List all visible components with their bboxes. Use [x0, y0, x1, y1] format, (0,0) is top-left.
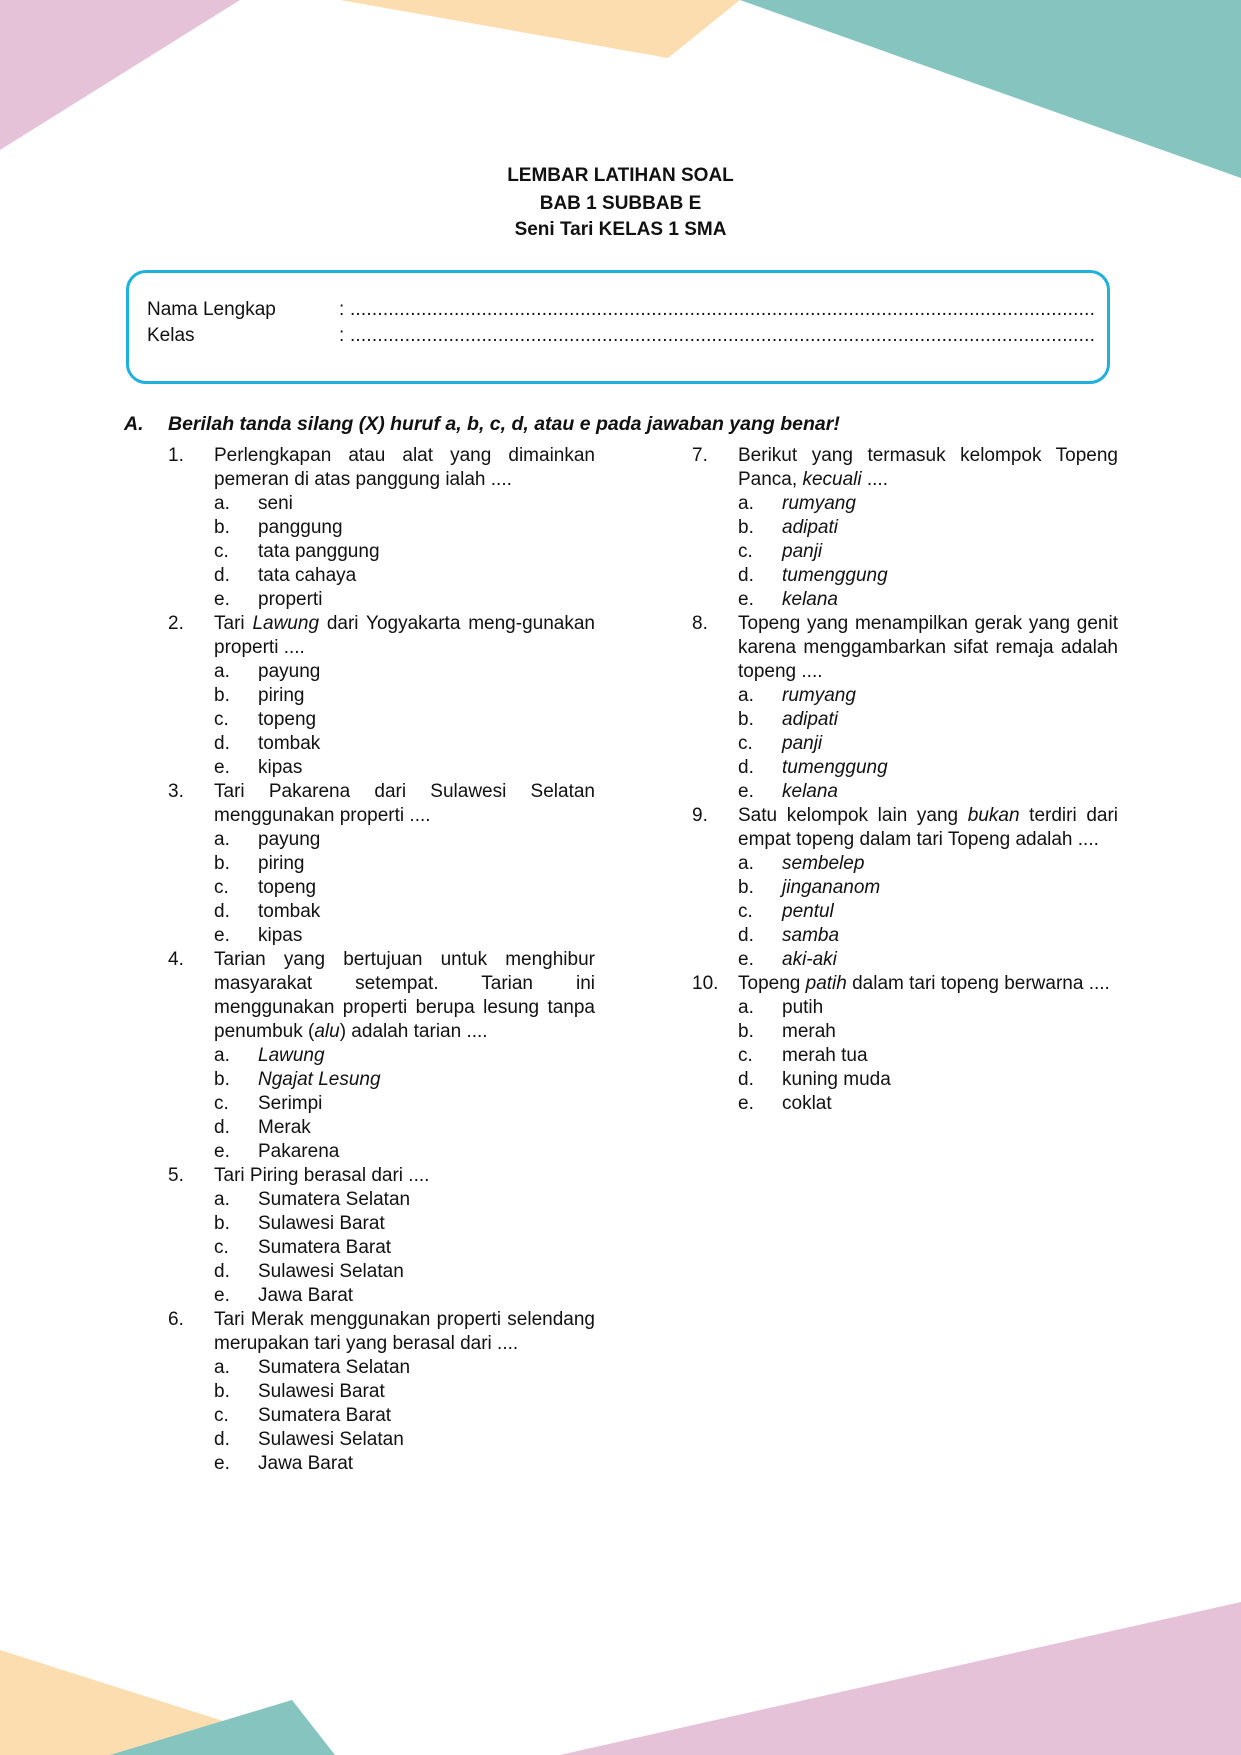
- answer-option[interactable]: a. payung: [214, 661, 321, 682]
- answer-option[interactable]: e. kelana: [738, 781, 838, 802]
- answer-option[interactable]: c. panji: [738, 541, 823, 562]
- answer-option[interactable]: e. Jawa Barat: [214, 1453, 354, 1474]
- answer-option[interactable]: b. merah: [738, 1021, 836, 1042]
- answer-option[interactable]: c. Sumatera Barat: [214, 1405, 392, 1426]
- answer-option[interactable]: e. properti: [214, 589, 323, 610]
- question-stem: Tari Piring berasal dari ....: [214, 1165, 430, 1186]
- section-letter: A.: [124, 413, 144, 435]
- class-label: Kelas: [147, 325, 195, 346]
- question-number: 8.: [692, 613, 708, 634]
- question-stem: Perlengkapan atau alat yang dimainkan pemeran di atas panggung ialah ....: [214, 445, 595, 490]
- question-stem: Tari Lawung dari Yogyakarta meng-gunakan properti ....: [214, 613, 595, 658]
- answer-option[interactable]: d. tumenggung: [738, 757, 888, 778]
- question-10: [692, 972, 1118, 1116]
- name-field[interactable]: : ........................................................................................................................................: [339, 299, 1096, 320]
- answer-option[interactable]: d. Sulawesi Selatan: [214, 1261, 404, 1282]
- answer-option[interactable]: c. pentul: [738, 901, 834, 922]
- question-9: [692, 804, 1118, 972]
- question-number: 7.: [692, 445, 708, 466]
- question-stem: Topeng patih dalam tari topeng berwarna ....: [738, 973, 1110, 994]
- answer-option[interactable]: b. Sulawesi Barat: [214, 1213, 385, 1234]
- question-stem: Tarian yang bertujuan untuk menghibur masyarakat setempat. Tarian ini menggunakan properti berupa lesung tanpa penumbuk (alu) adalah tarian ....: [214, 949, 595, 1042]
- section-a-instruction: [124, 410, 1124, 438]
- answer-option[interactable]: b. Sulawesi Barat: [214, 1381, 385, 1402]
- class-field[interactable]: : ........................................................................................................................................: [339, 325, 1096, 346]
- question-number: 5.: [168, 1165, 184, 1186]
- answer-option[interactable]: d. Merak: [214, 1117, 311, 1138]
- question-6: [168, 1308, 595, 1476]
- question-number: 4.: [168, 949, 184, 970]
- question-number: 9.: [692, 805, 708, 826]
- answer-option[interactable]: e. coklat: [738, 1093, 832, 1114]
- answer-option[interactable]: a. rumyang: [738, 493, 856, 514]
- question-number: 1.: [168, 445, 184, 466]
- answer-option[interactable]: a. sembelep: [738, 853, 865, 874]
- answer-option[interactable]: d. tata cahaya: [214, 565, 357, 586]
- question-number: 10.: [692, 973, 719, 994]
- answer-option[interactable]: e. kipas: [214, 757, 303, 778]
- answer-option[interactable]: b. piring: [214, 853, 305, 874]
- answer-option[interactable]: e. kelana: [738, 589, 838, 610]
- answer-option[interactable]: b. panggung: [214, 517, 343, 538]
- question-stem: Satu kelompok lain yang bukan terdiri dari empat topeng dalam tari Topeng adalah ....: [738, 805, 1119, 850]
- question-column-right: [692, 444, 1118, 1116]
- answer-option[interactable]: d. Sulawesi Selatan: [214, 1429, 404, 1450]
- question-number: 6.: [168, 1309, 184, 1330]
- answer-option[interactable]: c. tata panggung: [214, 541, 380, 562]
- answer-option[interactable]: e. aki-aki: [738, 949, 837, 970]
- answer-option[interactable]: b. adipati: [738, 709, 838, 730]
- answer-option[interactable]: c. merah tua: [738, 1045, 868, 1066]
- question-4: [168, 948, 595, 1164]
- answer-option[interactable]: d. samba: [738, 925, 840, 946]
- answer-option[interactable]: b. jingananom: [738, 877, 881, 898]
- answer-option[interactable]: c. panji: [738, 733, 823, 754]
- answer-option[interactable]: a. rumyang: [738, 685, 856, 706]
- answer-option[interactable]: b. Ngajat Lesung: [214, 1069, 381, 1090]
- question-number: 2.: [168, 613, 184, 634]
- question-5: [168, 1164, 595, 1308]
- question-1: [168, 444, 595, 612]
- question-8: [692, 612, 1118, 804]
- answer-option[interactable]: d. tombak: [214, 901, 321, 922]
- chapter-subtitle: BAB 1 SUBBAB E: [539, 193, 702, 214]
- answer-option[interactable]: c. Serimpi: [214, 1093, 323, 1114]
- name-label: Nama Lengkap: [147, 299, 276, 320]
- class-row: [147, 323, 1095, 349]
- question-2: [168, 612, 595, 780]
- question-7: [692, 444, 1118, 612]
- question-3: [168, 780, 595, 948]
- answer-option[interactable]: e. Pakarena: [214, 1141, 340, 1162]
- question-stem: Tari Merak menggunakan properti selendang merupakan tari yang berasal dari ....: [214, 1309, 595, 1354]
- worksheet-title: LEMBAR LATIHAN SOAL: [507, 165, 734, 186]
- question-stem: Berikut yang termasuk kelompok Topeng Panca, kecuali ....: [738, 445, 1118, 490]
- student-identity-box: [126, 270, 1110, 384]
- subject-subtitle: Seni Tari KELAS 1 SMA: [514, 219, 727, 240]
- question-column-left: [168, 444, 595, 1476]
- answer-option[interactable]: e. Jawa Barat: [214, 1285, 354, 1306]
- answer-option[interactable]: a. seni: [214, 493, 293, 514]
- question-number: 3.: [168, 781, 184, 802]
- answer-option[interactable]: b. adipati: [738, 517, 838, 538]
- answer-option[interactable]: a. Sumatera Selatan: [214, 1189, 411, 1210]
- question-stem: Topeng yang menampilkan gerak yang genit karena menggambarkan sifat remaja adalah topeng ....: [738, 613, 1118, 682]
- question-stem: Tari Pakarena dari Sulawesi Selatan menggunakan properti ....: [214, 781, 595, 826]
- answer-option[interactable]: a. payung: [214, 829, 321, 850]
- answer-option[interactable]: c. topeng: [214, 877, 317, 898]
- answer-option[interactable]: d. kuning muda: [738, 1069, 891, 1090]
- instruction-text: Berilah tanda silang (X) huruf a, b, c, d, atau e pada jawaban yang benar!: [168, 413, 840, 435]
- answer-option[interactable]: a. Sumatera Selatan: [214, 1357, 411, 1378]
- answer-option[interactable]: a. Lawung: [214, 1045, 325, 1066]
- answer-option[interactable]: a. putih: [738, 997, 824, 1018]
- answer-option[interactable]: d. tumenggung: [738, 565, 888, 586]
- name-row: [147, 297, 1095, 323]
- answer-option[interactable]: b. piring: [214, 685, 305, 706]
- answer-option[interactable]: e. kipas: [214, 925, 303, 946]
- answer-option[interactable]: c. topeng: [214, 709, 317, 730]
- answer-option[interactable]: d. tombak: [214, 733, 321, 754]
- answer-option[interactable]: c. Sumatera Barat: [214, 1237, 392, 1258]
